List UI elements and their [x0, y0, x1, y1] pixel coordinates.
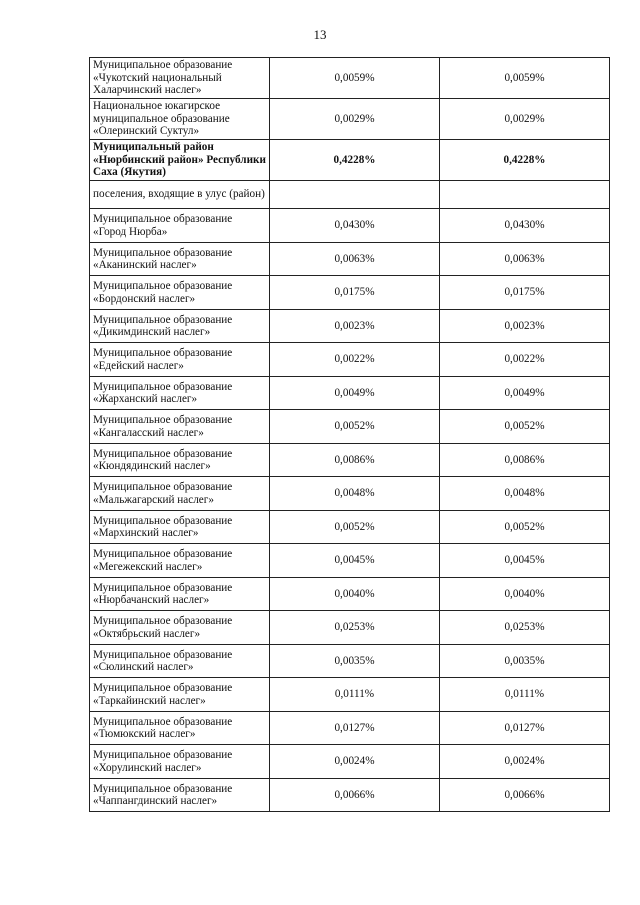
municipality-name-cell: Национальное юкагирское муниципальное образование «Олеринский Суктул»	[90, 99, 270, 140]
share-value-cell-2: 0,0029%	[440, 99, 610, 140]
table-row	[90, 99, 610, 140]
share-value-cell-2: 0,0253%	[440, 611, 610, 645]
municipality-name-cell: Муниципальное образование «Чукотский национальный Халарчинский наслег»	[90, 58, 270, 99]
share-value-cell-2: 0,0430%	[440, 209, 610, 243]
share-value-cell-2: 0,0045%	[440, 544, 610, 578]
municipality-name-cell: Муниципальное образование «Аканинский наслег»	[90, 243, 270, 276]
share-value-cell-1: 0,0052%	[270, 511, 440, 544]
share-value-cell-2: 0,0022%	[440, 343, 610, 377]
share-value-cell-2: 0,0052%	[440, 410, 610, 444]
municipality-name-cell: Муниципальное образование «Мархинский наслег»	[90, 511, 270, 544]
table-row	[90, 544, 610, 578]
share-value-cell-1	[270, 181, 440, 209]
share-value-cell-2: 0,0049%	[440, 377, 610, 410]
municipality-name-cell: Муниципальное образование «Мегежекский наслег»	[90, 544, 270, 578]
municipality-name-cell: Муниципальное образование «Тюмюкский наслег»	[90, 712, 270, 745]
municipality-name-cell: Муниципальное образование «Кангаласский наслег»	[90, 410, 270, 444]
municipality-name-cell: Муниципальное образование «Октябрьский наслег»	[90, 611, 270, 645]
table-row	[90, 477, 610, 511]
table-row	[90, 611, 610, 645]
share-value-cell-1: 0,0059%	[270, 58, 440, 99]
share-value-cell-1: 0,0029%	[270, 99, 440, 140]
table-row	[90, 343, 610, 377]
table-row	[90, 511, 610, 544]
table-row	[90, 712, 610, 745]
municipality-name-cell: Муниципальное образование «Город Нюрба»	[90, 209, 270, 243]
share-value-cell-2: 0,0086%	[440, 444, 610, 477]
table-row	[90, 444, 610, 477]
share-value-cell-2: 0,0024%	[440, 745, 610, 779]
municipality-name-cell: Муниципальное образование «Чаппангдинский наслег»	[90, 779, 270, 812]
table-row	[90, 645, 610, 678]
municipality-name-cell: Муниципальное образование «Бордонский наслег»	[90, 276, 270, 310]
share-value-cell-1: 0,0430%	[270, 209, 440, 243]
table-row	[90, 310, 610, 343]
allocation-table	[89, 57, 610, 812]
table-row	[90, 276, 610, 310]
municipality-name-cell: Муниципальное образование «Жарханский наслег»	[90, 377, 270, 410]
share-value-cell-2: 0,0175%	[440, 276, 610, 310]
share-value-cell-2: 0,0066%	[440, 779, 610, 812]
share-value-cell-2: 0,0023%	[440, 310, 610, 343]
share-value-cell-2: 0,0052%	[440, 511, 610, 544]
share-value-cell-1: 0,0048%	[270, 477, 440, 511]
share-value-cell-1: 0,0040%	[270, 578, 440, 611]
share-value-cell-2: 0,0035%	[440, 645, 610, 678]
share-value-cell-2: 0,0111%	[440, 678, 610, 712]
share-value-cell-1: 0,0035%	[270, 645, 440, 678]
share-value-cell-2: 0,0040%	[440, 578, 610, 611]
share-value-cell-1: 0,0049%	[270, 377, 440, 410]
municipality-name-cell: Муниципальное образование «Нюрбачанский наслег»	[90, 578, 270, 611]
table-row	[90, 779, 610, 812]
table-row	[90, 243, 610, 276]
table-row	[90, 745, 610, 779]
share-value-cell-1: 0,0022%	[270, 343, 440, 377]
share-value-cell-1: 0,0127%	[270, 712, 440, 745]
municipality-name-cell: Муниципальное образование «Таркайинский наслег»	[90, 678, 270, 712]
share-value-cell-2	[440, 181, 610, 209]
municipality-name-cell: Муниципальное образование «Дикимдинский наслег»	[90, 310, 270, 343]
share-value-cell-1: 0,0052%	[270, 410, 440, 444]
table-row	[90, 410, 610, 444]
table-row	[90, 377, 610, 410]
municipality-name-cell: поселения, входящие в улус (район)	[90, 181, 270, 209]
municipality-name-cell: Муниципальное образование «Кюндядинский наслег»	[90, 444, 270, 477]
table-row	[90, 678, 610, 712]
share-value-cell-1: 0,0024%	[270, 745, 440, 779]
share-value-cell-2: 0,4228%	[440, 140, 610, 181]
municipality-name-cell: Муниципальное образование «Хорулинский наслег»	[90, 745, 270, 779]
share-value-cell-2: 0,0063%	[440, 243, 610, 276]
page-number: 13	[313, 27, 327, 42]
share-value-cell-2: 0,0127%	[440, 712, 610, 745]
share-value-cell-1: 0,0253%	[270, 611, 440, 645]
table-body	[90, 58, 610, 812]
municipality-name-cell: Муниципальный район «Нюрбинский район» Республики Саха (Якутия)	[90, 140, 270, 181]
share-value-cell-1: 0,0175%	[270, 276, 440, 310]
share-value-cell-1: 0,0063%	[270, 243, 440, 276]
table-row	[90, 209, 610, 243]
share-value-cell-1: 0,0045%	[270, 544, 440, 578]
share-value-cell-1: 0,0066%	[270, 779, 440, 812]
table-row	[90, 578, 610, 611]
municipality-name-cell: Муниципальное образование «Мальжагарский наслег»	[90, 477, 270, 511]
table-row	[90, 140, 610, 181]
share-value-cell-1: 0,0086%	[270, 444, 440, 477]
share-value-cell-1: 0,0111%	[270, 678, 440, 712]
table-row	[90, 58, 610, 99]
share-value-cell-1: 0,4228%	[270, 140, 440, 181]
municipality-name-cell: Муниципальное образование «Сюлинский наслег»	[90, 645, 270, 678]
table-row	[90, 181, 610, 209]
share-value-cell-2: 0,0059%	[440, 58, 610, 99]
share-value-cell-1: 0,0023%	[270, 310, 440, 343]
municipality-name-cell: Муниципальное образование «Едейский наслег»	[90, 343, 270, 377]
share-value-cell-2: 0,0048%	[440, 477, 610, 511]
